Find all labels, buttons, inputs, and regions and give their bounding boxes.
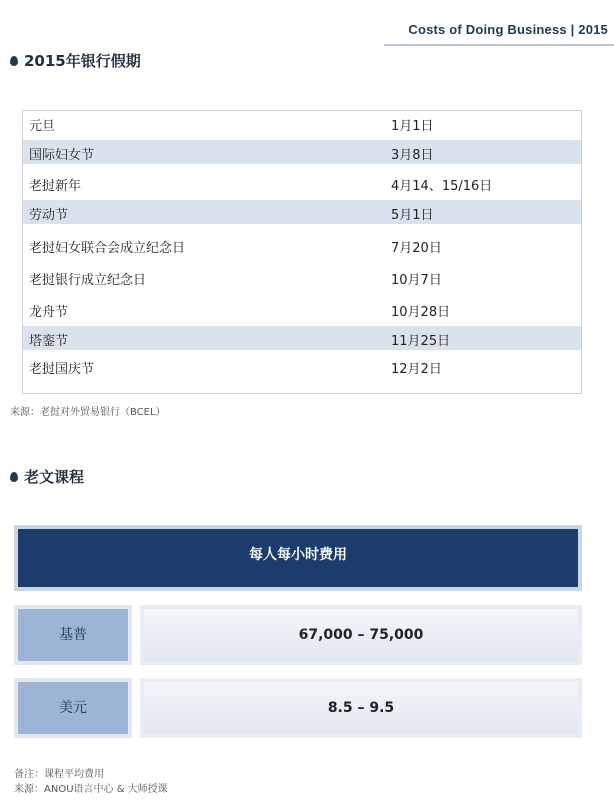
- holiday-name: 老挝新年: [29, 179, 82, 194]
- fee-header: 每人每小时费用: [18, 529, 578, 587]
- price-value: 8.5 – 9.5: [144, 682, 578, 734]
- holiday-date: 10月7日: [391, 273, 442, 288]
- holiday-date: 5月1日: [391, 208, 434, 223]
- table-row: [23, 233, 581, 257]
- table-row: [23, 171, 581, 195]
- holiday-name: 元旦: [29, 119, 56, 134]
- holiday-date: 3月8日: [391, 148, 434, 163]
- holidays-source: 来源：老挝对外贸易银行（BCEL）: [10, 407, 166, 418]
- table-row: [23, 297, 581, 321]
- lao-course-title: 老文课程: [24, 468, 85, 486]
- price-row: [14, 605, 582, 665]
- holiday-name: 龙舟节: [29, 305, 69, 320]
- drop-bullet-icon: [10, 472, 18, 482]
- table-row: [23, 140, 581, 164]
- course-note: 备注：课程平均费用: [14, 769, 104, 780]
- table-row: [23, 111, 581, 135]
- holiday-date: 7月20日: [391, 241, 442, 256]
- holidays-title: 2015年银行假期: [24, 52, 141, 70]
- holiday-name: 老挝国庆节: [29, 362, 95, 377]
- drop-bullet-icon: [10, 56, 18, 66]
- holiday-date: 10月28日: [391, 305, 451, 320]
- brand-divider: [384, 44, 614, 46]
- table-row: [23, 354, 581, 378]
- table-row: [23, 200, 581, 224]
- price-row: [14, 678, 582, 738]
- currency-box: [14, 605, 132, 665]
- holidays-heading: [10, 50, 141, 71]
- price-box: [140, 605, 582, 665]
- holiday-table: [22, 110, 582, 394]
- lao-course-heading: [10, 466, 84, 487]
- holiday-name: 老挝妇女联合会成立纪念日: [29, 241, 186, 256]
- price-value: 67,000 – 75,000: [144, 609, 578, 661]
- holiday-name: 塔銮节: [29, 334, 69, 349]
- currency-label: 基普: [18, 609, 128, 661]
- price-box: [140, 678, 582, 738]
- table-row: [23, 265, 581, 289]
- table-row: [23, 326, 581, 350]
- brand-header: Costs of Doing Business | 2015: [408, 22, 608, 37]
- holiday-name: 老挝银行成立纪念日: [29, 273, 147, 288]
- holiday-name: 国际妇女节: [29, 148, 95, 163]
- holiday-name: 劳动节: [29, 208, 69, 223]
- holiday-date: 11月25日: [391, 334, 451, 349]
- course-source: 来源：ANOU语言中心 & 大师授课: [14, 784, 168, 795]
- holiday-date: 4月14、15/16日: [391, 179, 493, 194]
- currency-box: [14, 678, 132, 738]
- holiday-date: 12月2日: [391, 362, 442, 377]
- currency-label: 美元: [18, 682, 128, 734]
- holiday-date: 1月1日: [391, 119, 434, 134]
- fee-header-box: [14, 525, 582, 591]
